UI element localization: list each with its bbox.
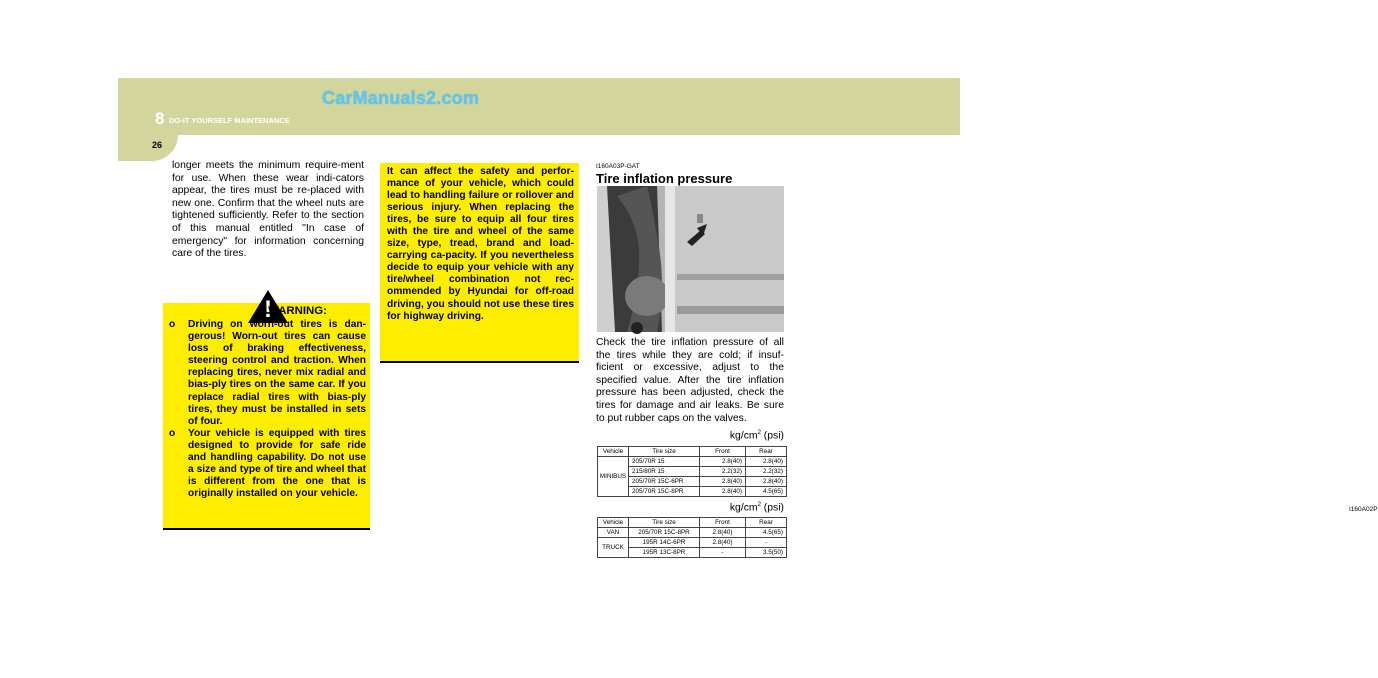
rear-cell: - — [746, 538, 787, 548]
minibus-pressure-table — [597, 446, 787, 497]
front-cell: 2.8(40) — [700, 477, 746, 487]
van-truck-pressure-table — [597, 517, 787, 558]
section-number: 8 — [155, 109, 165, 128]
tire-size-cell: 195R 13C-8PR — [629, 548, 700, 558]
unit-suffix: (psi) — [760, 502, 784, 514]
table-header-row — [598, 447, 787, 457]
bullet: o — [169, 319, 176, 330]
front-cell: 2.2(32) — [700, 467, 746, 477]
rear-cell: 2.8(40) — [746, 477, 787, 487]
tire-size-cell: 205/70R 15C-6PR — [629, 477, 700, 487]
page-tab — [118, 135, 178, 161]
inflation-paragraph: Check the tire inflation pressure of all the tires while they are cold; if insuf-ficient or excessive, adjust to the specified value. After the tire inflation pressure has been adjusted, check the tires for damage and air leaks. Be sure to put rubber caps on the valves. — [596, 337, 784, 424]
tire-size-cell: 215/80R 15 — [629, 467, 700, 477]
header-cell: Tire size — [629, 447, 700, 457]
header-cell: Front — [700, 447, 746, 457]
tire-wear-paragraph: longer meets the minimum require-ment for use. When these wear indi-cators appear, the tires must be re-placed with new one. Confirm that the wheel nuts are tightened sufficiently. Refer to the section of this manual entitled "In case of emergency" for information concerning care of the tires. — [172, 160, 364, 260]
rear-cell: 3.5(50) — [746, 548, 787, 558]
front-cell: 2.8(40) — [700, 487, 746, 497]
unit-prefix: kg/cm — [729, 430, 758, 442]
rear-cell: 4.5(65) — [746, 487, 787, 497]
table-row — [598, 457, 787, 467]
image-code: I160A02P — [1349, 506, 1378, 513]
unit-label — [596, 502, 784, 513]
site-watermark[interactable]: CarManuals2.com — [322, 88, 480, 108]
exclamation-mark: ! — [264, 296, 272, 323]
table-row — [598, 528, 787, 538]
section-title: DO-IT YOURSELF MAINTENANCE — [169, 116, 290, 125]
header-cell: Vehicle — [598, 518, 629, 528]
rear-cell: 4.5(65) — [746, 528, 787, 538]
bullet: o — [169, 427, 176, 439]
tire-size-cell: 205/70R 15C-8PR — [629, 487, 700, 497]
front-cell: 2.8(40) — [700, 538, 746, 548]
tire-size-cell: 205/70R 15 — [629, 457, 700, 467]
page-number: 26 — [152, 140, 163, 150]
rear-cell: 2.8(40) — [746, 457, 787, 467]
header-band — [118, 78, 960, 135]
warning-title: WARNING: — [268, 305, 327, 317]
vehicle-cell: VAN — [598, 528, 629, 538]
tire-size-cell: 195R 14C-6PR — [629, 538, 700, 548]
rear-cell: 2.2(32) — [746, 467, 787, 477]
front-cell: 2.8(40) — [700, 528, 746, 538]
door-illustration — [597, 186, 784, 332]
reference-code: I160A03P-GAT — [596, 163, 640, 170]
caution-box — [380, 163, 579, 363]
warning-item-text: Your vehicle is equipped with tires designed to provide for safe ride and handling capability. Do not use a size and type of tire and wheel that is different from the one that is originally installed on your vehicle. — [188, 427, 366, 500]
warning-list — [167, 319, 366, 500]
front-cell: 2.8(40) — [700, 457, 746, 467]
unit-exponent: 2 — [757, 502, 761, 508]
unit-exponent: 2 — [757, 430, 761, 436]
unit-prefix: kg/cm — [729, 502, 758, 514]
header-cell: Front — [700, 518, 746, 528]
unit-suffix: (psi) — [760, 430, 784, 442]
caution-text: It can affect the safety and perfor-mance of your vehicle, which could lead to handling failure or rollover and serious injury. When replacing the tires, be sure to equip all four tires with the tire and wheel of the same size, type, tread, brand and load-carrying ca-pacity. If you nevertheless decide to equip your vehicle with any tire/wheel combination not rec-ommended by Hyundai for off-road driving, you should not use these tires for highway driving. — [387, 166, 574, 322]
vehicle-cell: TRUCK — [598, 538, 629, 558]
table-header-row — [598, 518, 787, 528]
header-cell: Vehicle — [598, 447, 629, 457]
front-cell: - — [700, 548, 746, 558]
vehicle-cell: MINIBUS — [598, 457, 629, 497]
header-cell: Rear — [746, 447, 787, 457]
section-heading: Tire inflation pressure — [596, 171, 733, 186]
table-row — [598, 538, 787, 548]
header-cell: Tire size — [629, 518, 700, 528]
unit-label — [596, 430, 784, 441]
header-cell: Rear — [746, 518, 787, 528]
warning-item — [167, 319, 366, 428]
warning-box — [163, 296, 370, 530]
warning-item-text: Driving on worn-out tires is dan-gerous! Worn-out tires can cause loss of braking effectiveness, steering control and traction. When replacing tires, never mix radial and bias-ply tires on the same car. If you replace radial tires with bias-ply tires, they must be installed in sets of four. — [188, 319, 366, 427]
tire-size-cell: 205/70R 15C-8PR — [629, 528, 700, 538]
warning-item — [167, 428, 366, 501]
